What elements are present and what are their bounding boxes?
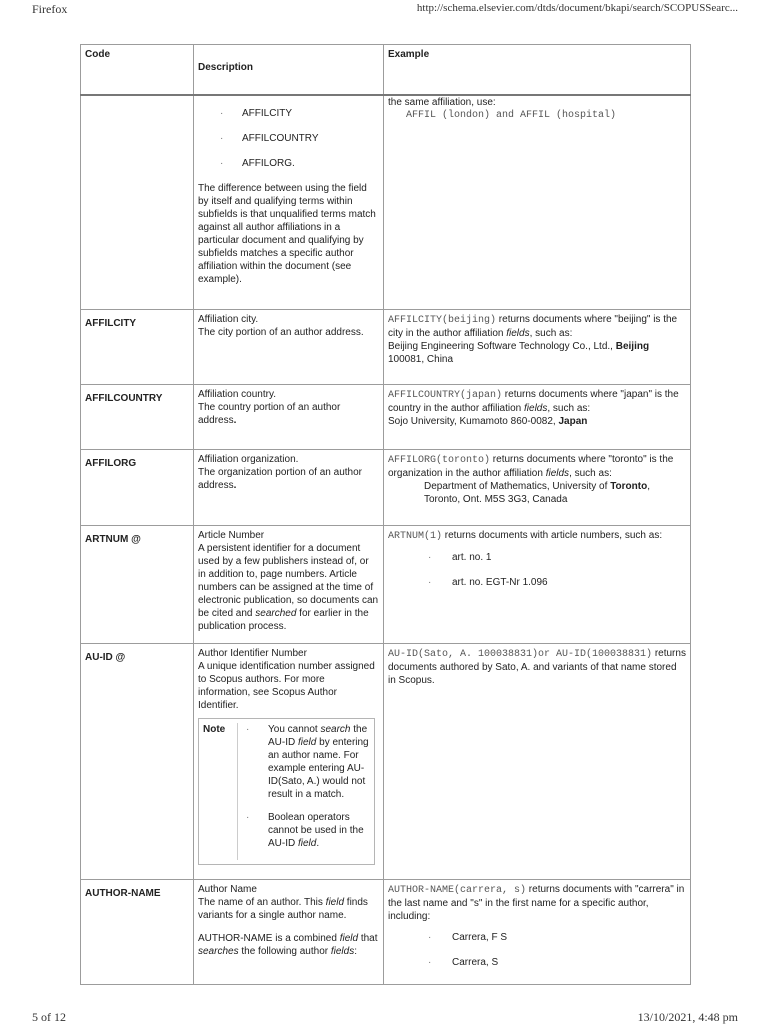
description-text: A persistent identifier for a document used by a few publishers instead of, or in addition to, page numbers. Article numbers can be assigned at the time of electronic publication, so documents can be cited and searched for earlier in the publication process. bbox=[198, 542, 379, 632]
table-row bbox=[81, 525, 691, 643]
example-text: the same affiliation, use: bbox=[388, 97, 496, 108]
page-count: 5 of 12 bbox=[32, 1010, 66, 1024]
field-codes-table bbox=[80, 44, 690, 985]
example-text: returns documents where "toronto" is the organization in the author affiliation bbox=[388, 453, 674, 479]
subfield-list bbox=[198, 107, 379, 170]
example-cell bbox=[384, 309, 691, 384]
description-text: The name of an author. This field finds variants for a single author name. bbox=[198, 896, 368, 921]
example-text: returns documents authored by Sato, A. and variants of that name stored in Scopus. bbox=[388, 647, 686, 686]
table-row bbox=[81, 449, 691, 525]
example-code: ARTNUM(1) bbox=[388, 530, 443, 542]
example-code: AFFILCOUNTRY(japan) bbox=[388, 389, 503, 401]
example-text: returns documents where "beijing" is the city in the author affiliation bbox=[388, 313, 678, 339]
note-label: Note bbox=[203, 723, 226, 735]
example-text: , such as: bbox=[529, 327, 573, 339]
description-text: The organization portion of an author address. bbox=[198, 466, 362, 491]
description-title: Affiliation country. bbox=[198, 388, 277, 400]
table-row bbox=[81, 95, 691, 309]
example-bold: Beijing bbox=[615, 340, 650, 352]
example-code: AU-ID(Sato, A. 100038831)or AU-ID(100038831) bbox=[388, 648, 653, 660]
column-header-example: Example bbox=[384, 45, 691, 96]
example-code: AUTHOR-NAME(carrera, s) bbox=[388, 884, 527, 896]
example-list bbox=[388, 551, 686, 589]
example-code: AFFILORG(toronto) bbox=[388, 454, 491, 466]
example-code: AFFILCITY(beijing) bbox=[388, 314, 497, 326]
description-title: Affiliation city. bbox=[198, 313, 259, 325]
example-address: Beijing Engineering Software Technology Co., Ltd., bbox=[388, 340, 616, 352]
code-cell bbox=[81, 95, 194, 309]
description-text: A unique identification number assigned to Scopus authors. For more information, see Scopus Author Identifier. bbox=[198, 660, 375, 711]
description-text: AUTHOR-NAME is a combined field that searches the following author fields: bbox=[198, 932, 378, 957]
example-list bbox=[388, 931, 686, 969]
example-cell bbox=[384, 449, 691, 525]
table-row bbox=[81, 384, 691, 449]
browser-name: Firefox bbox=[32, 2, 68, 16]
list-item: · Carrera, S bbox=[388, 956, 686, 969]
description-title: Author Identifier Number bbox=[198, 647, 307, 659]
example-cell bbox=[384, 879, 691, 984]
column-header-code: Code bbox=[81, 45, 194, 96]
example-address: 100081, China bbox=[388, 353, 454, 365]
table-row bbox=[81, 643, 691, 879]
list-item: · Carrera, F S bbox=[388, 931, 686, 944]
example-address-block: Department of Mathematics, University of Toronto, Toronto, Ont. M5S 3G3, Canada bbox=[424, 480, 650, 505]
description-cell bbox=[194, 525, 384, 643]
list-item: · art. no. 1 bbox=[388, 551, 686, 564]
description-title: Affiliation organization. bbox=[198, 453, 299, 465]
table-row bbox=[81, 879, 691, 984]
example-text: , such as: bbox=[547, 402, 591, 414]
note-item: · You cannot search the AU-ID field by entering an author name. For example entering AU-ID(Sato, A.) would not result in a match. bbox=[242, 723, 370, 801]
page-url: http://schema.elsevier.com/dtds/document/bkapi/search/SCOPUSSearc... bbox=[416, 2, 738, 14]
note-item: · Boolean operators cannot be used in the AU-ID field. bbox=[242, 811, 370, 850]
list-item: · AFFILCITY bbox=[198, 107, 379, 120]
example-bold: Japan bbox=[558, 415, 588, 427]
description-cell bbox=[194, 384, 384, 449]
field-code: AFFILCITY bbox=[81, 309, 194, 384]
example-code: AFFIL (london) and AFFIL (hospital) bbox=[406, 110, 617, 121]
list-item: · AFFILORG. bbox=[198, 157, 379, 170]
example-cell bbox=[384, 384, 691, 449]
field-code: AUTHOR-NAME bbox=[81, 879, 194, 984]
example-cell bbox=[384, 525, 691, 643]
description-title: Article Number bbox=[198, 529, 265, 541]
description-cell bbox=[194, 643, 384, 879]
table-row bbox=[81, 309, 691, 384]
description-cell bbox=[194, 449, 384, 525]
example-text: returns documents with "carrera" in the last name and "s" in the first name for a specific author, including: bbox=[388, 883, 685, 922]
example-emphasis: fields bbox=[506, 327, 530, 339]
field-code: ARTNUM @ bbox=[81, 525, 194, 643]
list-item: · art. no. EGT-Nr 1.096 bbox=[388, 576, 686, 589]
example-cell bbox=[384, 95, 691, 309]
field-code: AFFILORG bbox=[81, 449, 194, 525]
field-code: AU-ID @ bbox=[81, 643, 194, 879]
note-body bbox=[237, 723, 370, 860]
list-item: · AFFILCOUNTRY bbox=[198, 132, 379, 145]
example-text: returns documents where "japan" is the country in the author affiliation bbox=[388, 388, 679, 414]
print-datetime: 13/10/2021, 4:48 pm bbox=[637, 1010, 738, 1024]
example-text: returns documents with article numbers, such as: bbox=[442, 529, 663, 541]
description-text: The country portion of an author address. bbox=[198, 401, 341, 426]
example-text: , such as: bbox=[569, 467, 612, 479]
example-cell bbox=[384, 643, 691, 879]
description-cell bbox=[194, 879, 384, 984]
description-cell bbox=[194, 309, 384, 384]
description-text: The city portion of an author address. bbox=[198, 326, 364, 338]
example-address: Sojo University, Kumamoto 860-0082, bbox=[388, 415, 559, 427]
description-text: The difference between using the field by itself and qualifying terms within subfields is that unqualified terms match against all author affiliations in a particular document and qualifying by subfields matches a specific author affiliation within the document (see example). bbox=[198, 183, 376, 285]
field-code: AFFILCOUNTRY bbox=[81, 384, 194, 449]
example-emphasis: fields bbox=[545, 467, 570, 479]
note-box bbox=[198, 718, 375, 865]
column-header-description: Description bbox=[194, 45, 384, 96]
table-header-row bbox=[81, 45, 691, 96]
example-emphasis: fields bbox=[524, 402, 548, 414]
description-cell bbox=[194, 95, 384, 309]
description-title: Author Name bbox=[198, 883, 257, 895]
